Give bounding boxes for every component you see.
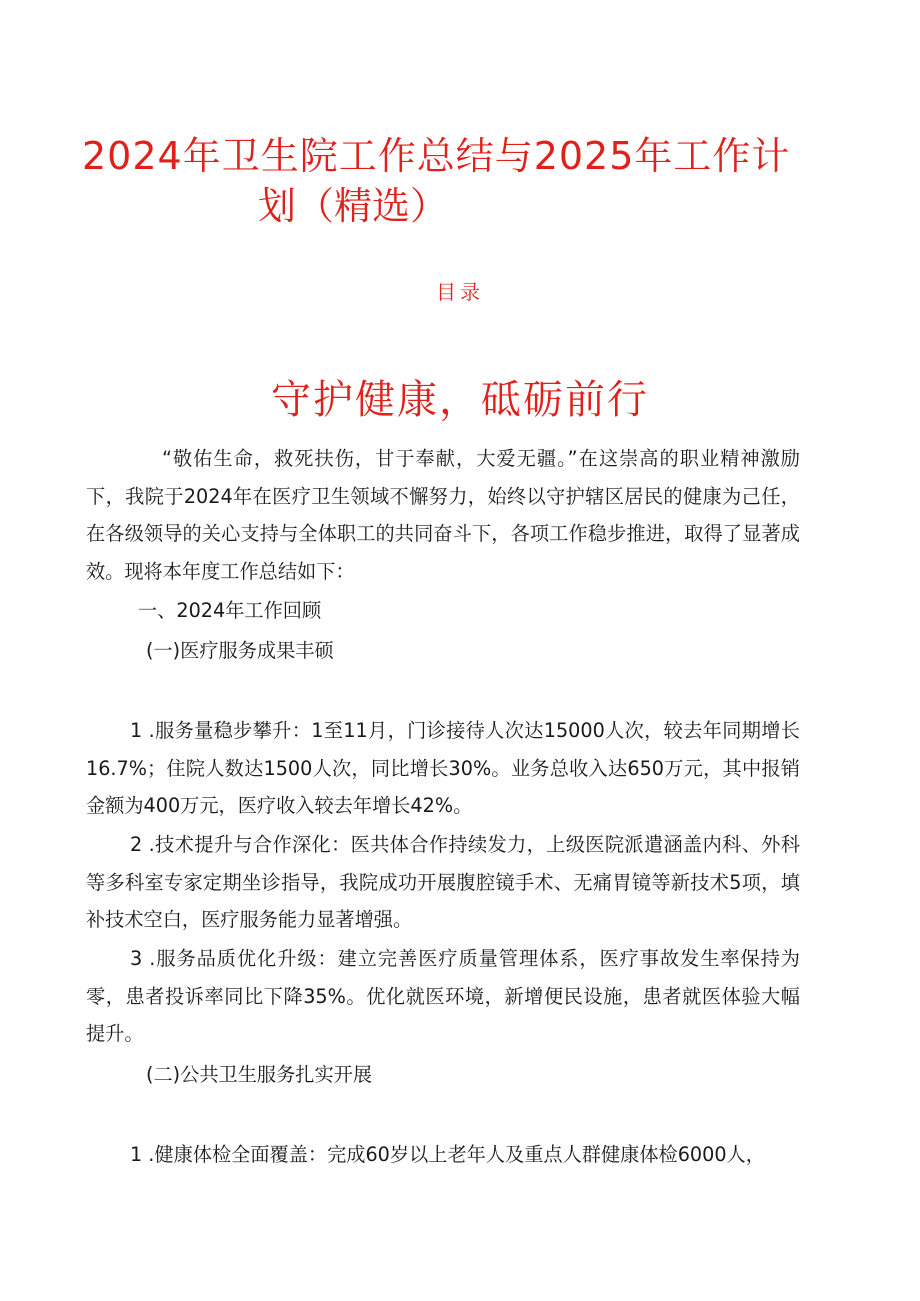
document-title-line-1: 2024年卫生院工作总结与2025年工作计 bbox=[82, 134, 791, 178]
heading-work-review: 一、2024年工作回顾 bbox=[138, 599, 322, 622]
list-item-health-checkup: 1 .健康体检全面覆盖：完成60岁以上老年人及重点人群健康体检6000人， bbox=[130, 1143, 765, 1166]
document-title-line-2: 划（精选） bbox=[258, 184, 449, 228]
table-of-contents-label: 目录 bbox=[436, 280, 484, 304]
subheading-medical-services: (一)医疗服务成果丰硕 bbox=[146, 639, 334, 662]
list-item-service-volume: 1 .服务量稳步攀升：1至11月，门诊接待人次达15000人次，较去年同期增长16.7%；住院人数达1500人次，同比增长30%。业务总收入达650万元，其中报销金额为400万元，医疗收入较去年增长42%。 bbox=[86, 719, 800, 817]
list-item-service-quality: 3 .服务品质优化升级：建立完善医疗质量管理体系，医疗事故发生率保持为零，患者投诉率同比下降35%。优化就医环境，新增便民设施，患者就医体验大幅提升。 bbox=[86, 947, 800, 1045]
subheading-public-health: (二)公共卫生服务扎实开展 bbox=[146, 1063, 373, 1086]
intro-paragraph: “敬佑生命，救死扶伤，甘于奉献，大爱无疆。”在这崇高的职业精神激励下，我院于2024年在医疗卫生领域不懈努力，始终以守护辖区居民的健康为己任，在各级领导的关心支持与全体职工的共同奋斗下，各项工作稳步推进，取得了显著成效。现将本年度工作总结如下： bbox=[86, 447, 800, 583]
list-item-technology: 2 .技术提升与合作深化：医共体合作持续发力，上级医院派遣涵盖内科、外科等多科室专家定期坐诊指导，我院成功开展腹腔镜手术、无痛胃镜等新技术5项，填补技术空白，医疗服务能力显著增强。 bbox=[86, 833, 800, 931]
section-title: 守护健康，砥砺前行 bbox=[271, 377, 649, 423]
